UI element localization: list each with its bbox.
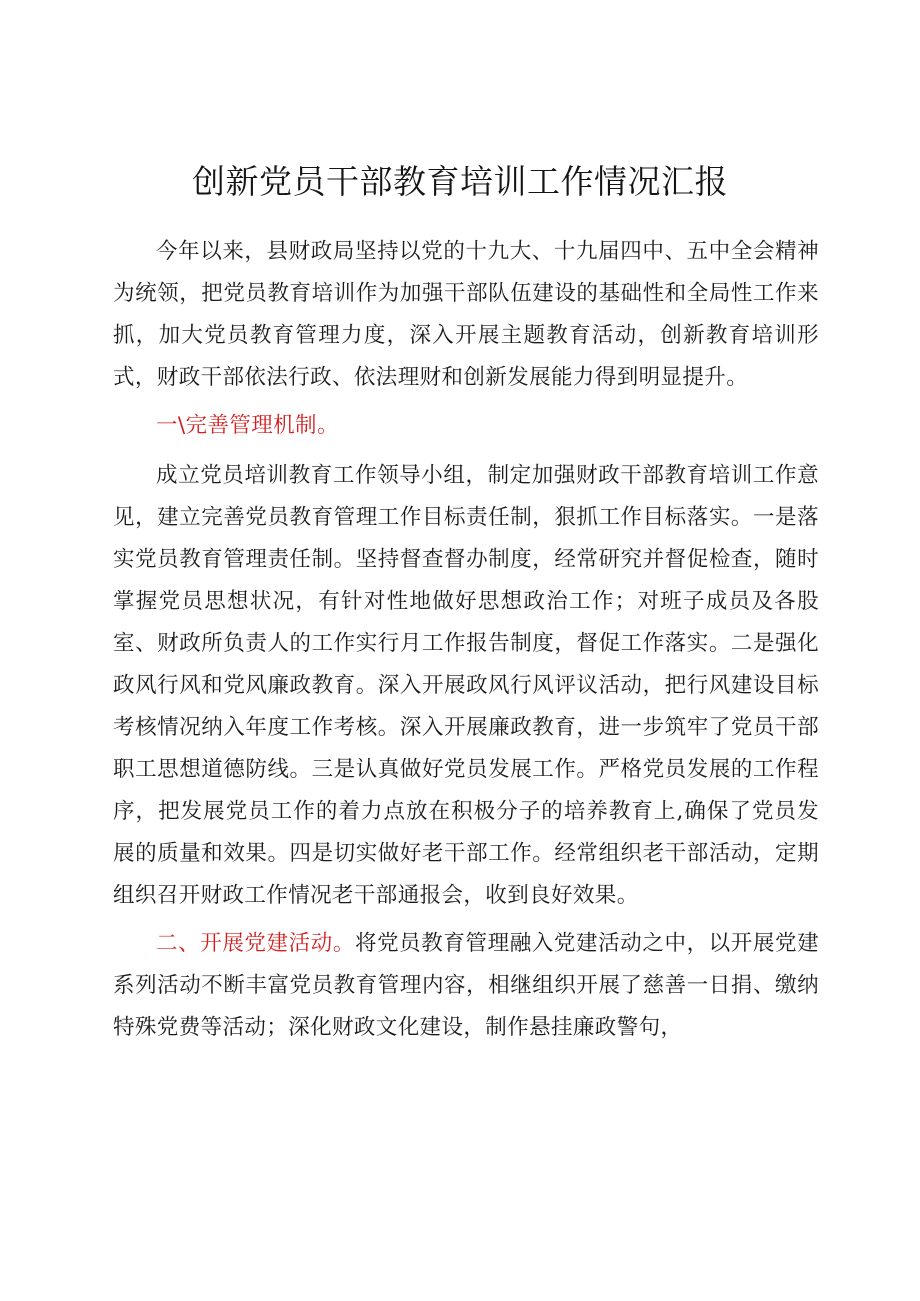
document-body [113, 231, 819, 1055]
section-2-heading: 二、开展党建活动。 [156, 931, 355, 956]
section-2-body: 将党员教育管理融入党建活动之中，以开展党建系列活动不断丰富党员教育管理内容，相继组织开展了慈善一日捐、缴纳特殊党费等活动；深化财政文化建设，制作悬挂廉政警句， [113, 931, 819, 1040]
section-2-paragraph [113, 923, 819, 1049]
document-title: 创新党员干部教育培训工作情况汇报 [192, 162, 728, 201]
section-1-paragraph: 成立党员培训教育工作领导小组，制定加强财政干部教育培训工作意见，建立完善党员教育管理工作目标责任制，狠抓工作目标落实。一是落实党员教育管理责任制。坚持督查督办制度，经常研究并督促检查，随时掌握党员思想状况，有针对性地做好思想政治工作；对班子成员及各股室、财政所负责人的工作实行月工作报告制度，督促工作落实。二是强化政风行风和党风廉政教育。深入开展政风行风评议活动，把行风建设目标考核情况纳入年度工作考核。深入开展廉政教育，进一步筑牢了党员干部职工思想道德防线。三是认真做好党员发展工作。严格党员发展的工作程序，把发展党员工作的着力点放在积极分子的培养教育上,确保了党员发展的质量和效果。四是切实做好老干部工作。经常组织老干部活动，定期组织召开财政工作情况老干部通报会，收到良好效果。 [113, 463, 819, 908]
section-1-heading-line [113, 405, 819, 447]
section-1-heading: 一\完善管理机制。 [156, 413, 339, 438]
intro-paragraph: 今年以来，县财政局坚持以党的十九大、十九届四中、五中全会精神为统领，把党员教育培训作为加强干部队伍建设的基础性和全局性工作来抓，加大党员教育管理力度，深入开展主题教育活动，创新教育培训形式，财政干部依法行政、依法理财和创新发展能力得到明显提升。 [113, 239, 819, 390]
